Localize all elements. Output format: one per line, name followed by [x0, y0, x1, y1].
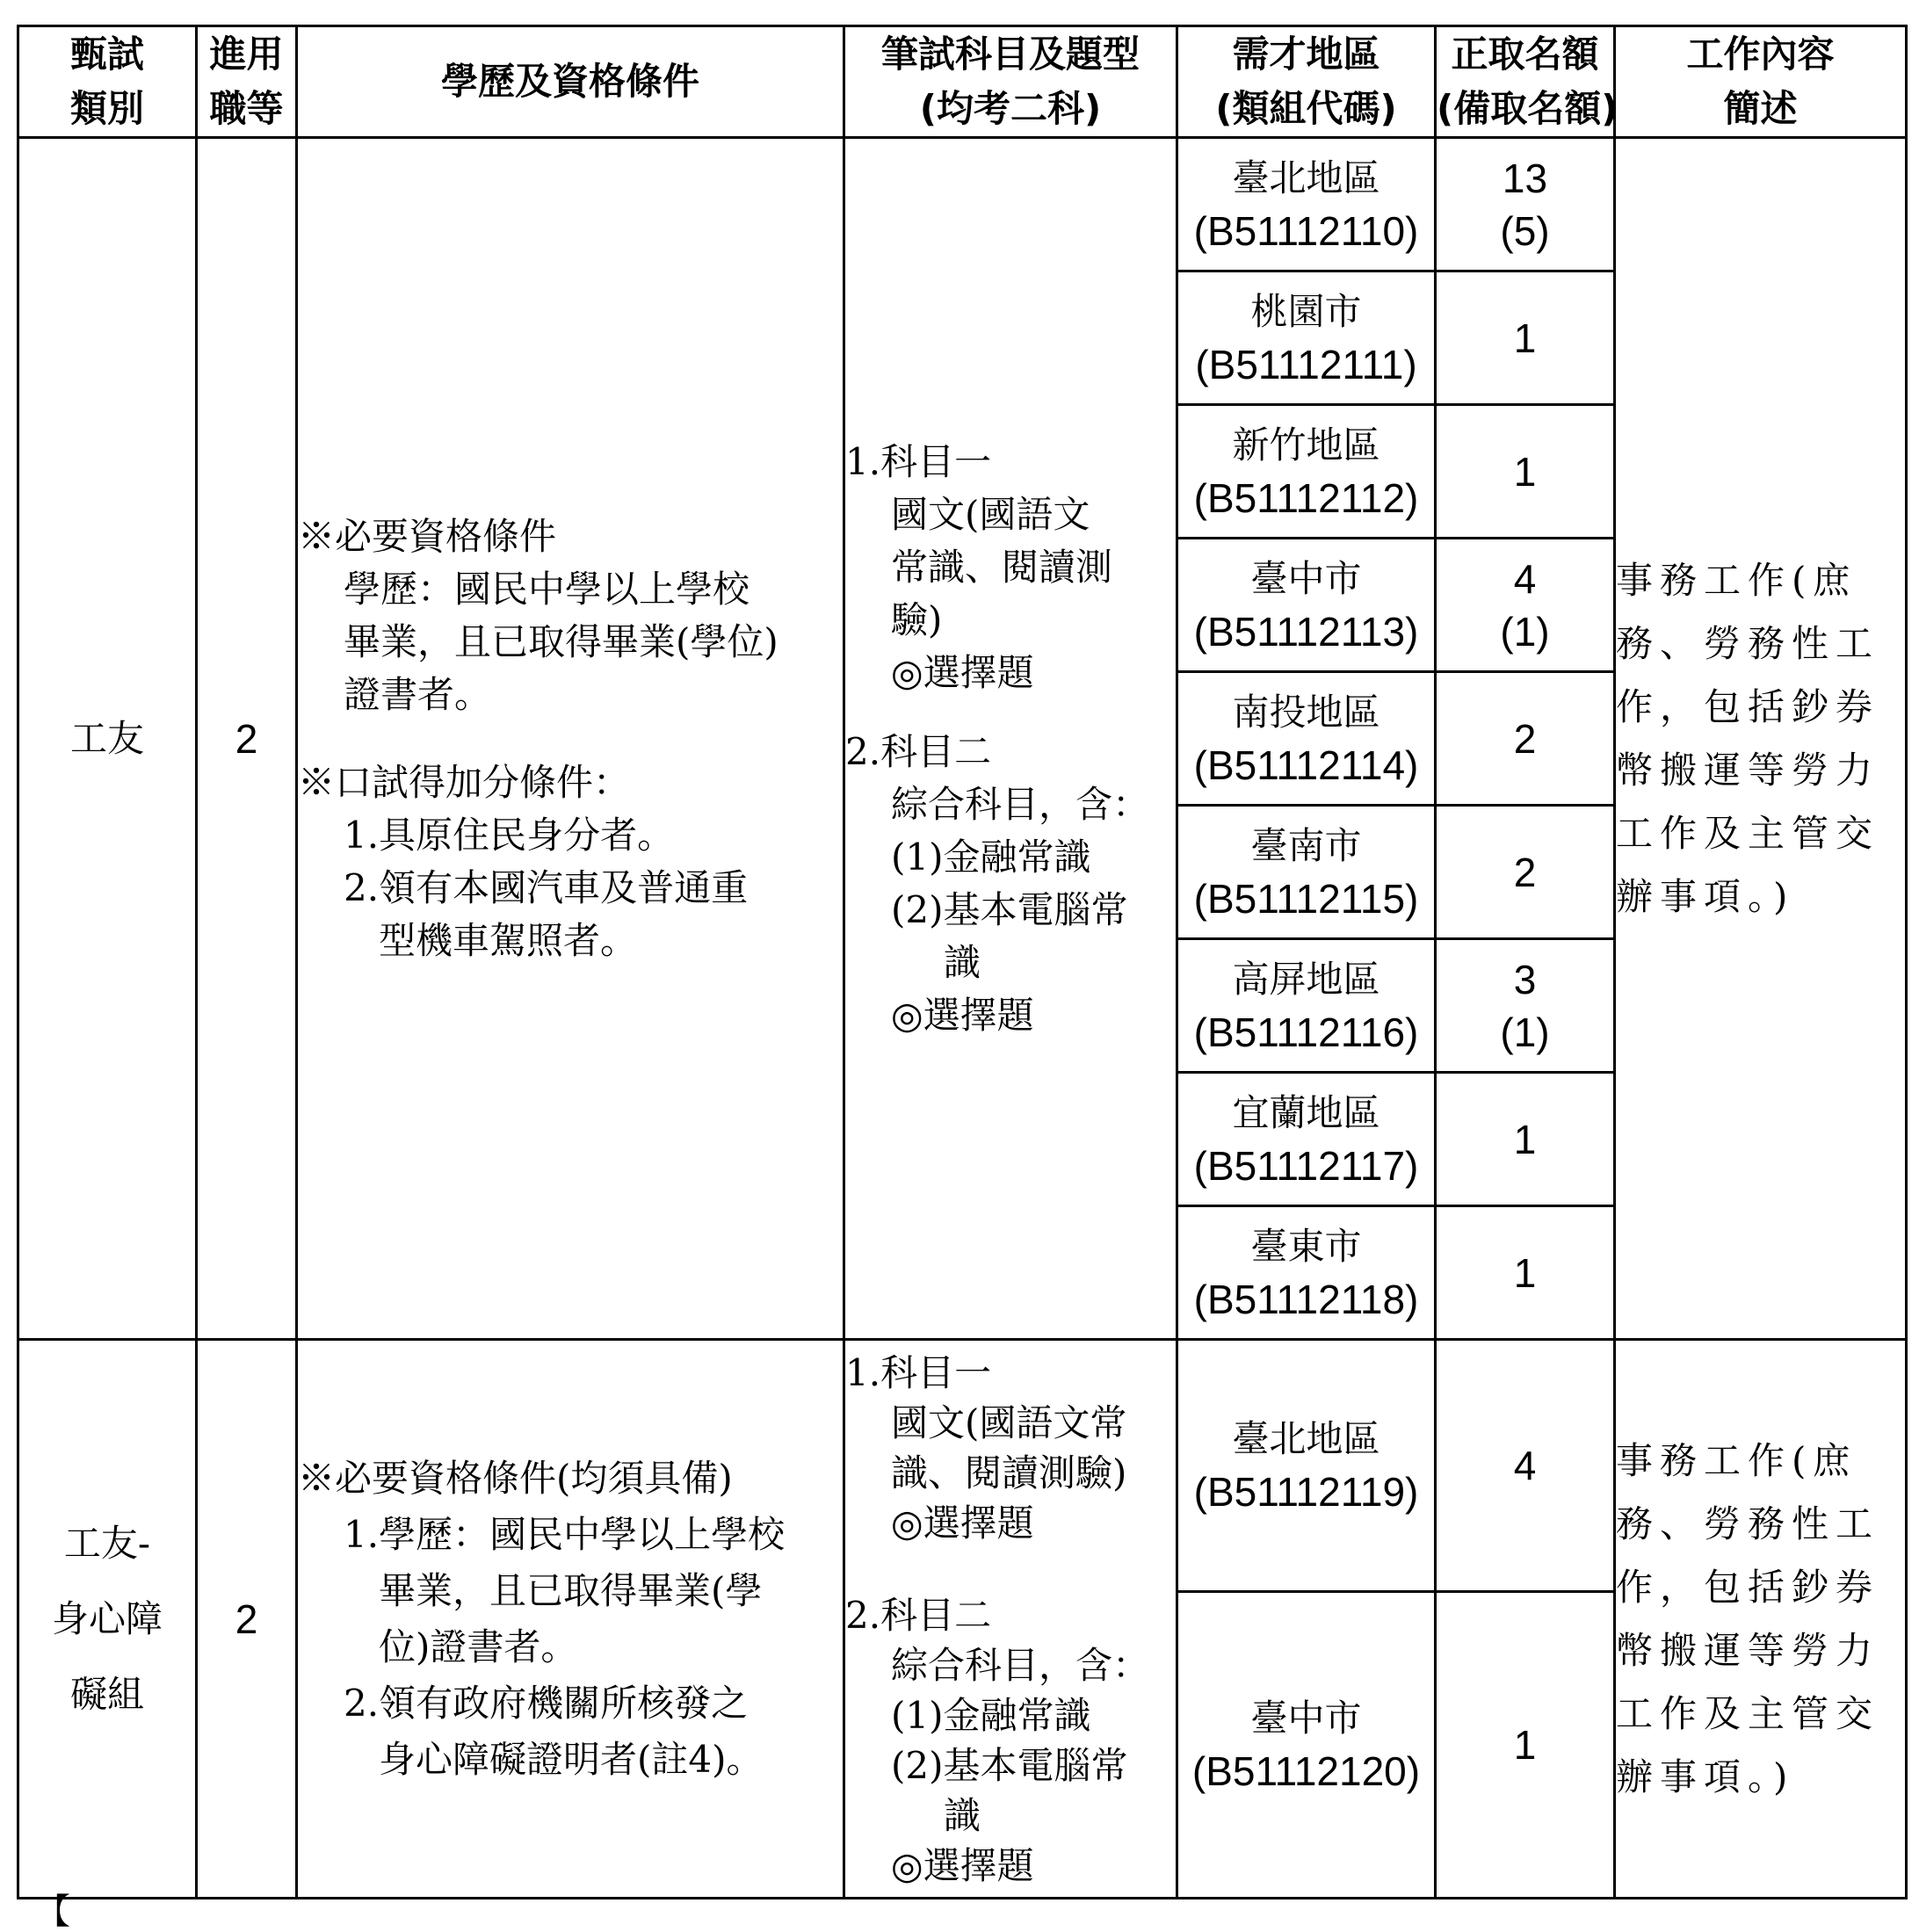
- quota-cell: 13 (5): [1436, 138, 1615, 271]
- header-duty: 工作內容 簡述: [1615, 26, 1907, 138]
- region-cell: 臺東市 (B51112118): [1177, 1206, 1436, 1340]
- quota-cell: 3 (1): [1436, 939, 1615, 1073]
- header-grade: 進用 職等: [197, 26, 297, 138]
- region-cell: 南投地區 (B51112114): [1177, 672, 1436, 806]
- table-row: [18, 138, 1907, 271]
- region-cell: 高屏地區 (B51112116): [1177, 939, 1436, 1073]
- exam-subjects-cell: 1.科目一 國文(國語文 常識、閱讀測 驗) ◎選擇題 2.科目二 綜合科目，含： (1)金融常識 (2)基本電腦常 識 ◎選擇題: [844, 138, 1177, 1340]
- category-cell: 工友: [18, 138, 197, 1340]
- header-quota: 正取名額 (備取名額): [1436, 26, 1615, 138]
- header-region: 需才地區 (類組代碼): [1177, 26, 1436, 138]
- header-qualifications: 學歷及資格條件: [297, 26, 844, 138]
- quota-cell: 4 (1): [1436, 539, 1615, 672]
- quota-cell: 1: [1436, 405, 1615, 539]
- region-cell: 臺北地區 (B51112119): [1177, 1340, 1436, 1592]
- duty-cell: 事務工作(庶 務、勞務性工 作，包括鈔券 幣搬運等勞力 工作及主管交 辦事項。): [1615, 138, 1907, 1340]
- quota-cell: 1: [1436, 1206, 1615, 1340]
- header-row: [18, 26, 1907, 138]
- footer-note-partial: 【: [35, 1892, 70, 1932]
- grade-cell: 2: [197, 1340, 297, 1899]
- region-cell: 臺中市 (B51112113): [1177, 539, 1436, 672]
- quota-cell: 1: [1436, 1592, 1615, 1899]
- quota-cell: 2: [1436, 672, 1615, 806]
- grade-cell: 2: [197, 138, 297, 1340]
- quota-cell: 1: [1436, 1073, 1615, 1206]
- recruitment-table: [17, 25, 1908, 1899]
- qualifications-cell: ※必要資格條件(均須具備) 1.學歷：國民中學以上學校 畢業，且已取得畢業(學 位)證書者。 2.領有政府機關所核發之 身心障礙證明者(註4)。: [297, 1340, 844, 1899]
- region-cell: 宜蘭地區 (B51112117): [1177, 1073, 1436, 1206]
- duty-cell: 事務工作(庶 務、勞務性工 作，包括鈔券 幣搬運等勞力 工作及主管交 辦事項。): [1615, 1340, 1907, 1899]
- region-cell: 新竹地區 (B51112112): [1177, 405, 1436, 539]
- qualifications-cell: ※必要資格條件 學歷：國民中學以上學校 畢業，且已取得畢業(學位) 證書者。 ※口試得加分條件： 1.具原住民身分者。 2.領有本國汽車及普通重 型機車駕照者。: [297, 138, 844, 1340]
- quota-cell: 4: [1436, 1340, 1615, 1592]
- category-cell: 工友- 身心障 礙組: [18, 1340, 197, 1899]
- region-cell: 臺中市 (B51112120): [1177, 1592, 1436, 1899]
- exam-subjects-cell: 1.科目一 國文(國語文常 識、閱讀測驗) ◎選擇題 2.科目二 綜合科目，含： (1)金融常識 (2)基本電腦常 識 ◎選擇題: [844, 1340, 1177, 1899]
- quota-cell: 1: [1436, 271, 1615, 405]
- header-category: 甄試 類別: [18, 26, 197, 138]
- region-cell: 臺南市 (B51112115): [1177, 806, 1436, 939]
- table-row: [18, 1340, 1907, 1592]
- region-cell: 桃園市 (B51112111): [1177, 271, 1436, 405]
- region-cell: 臺北地區 (B51112110): [1177, 138, 1436, 271]
- header-exam: 筆試科目及題型 (均考二科): [844, 26, 1177, 138]
- quota-cell: 2: [1436, 806, 1615, 939]
